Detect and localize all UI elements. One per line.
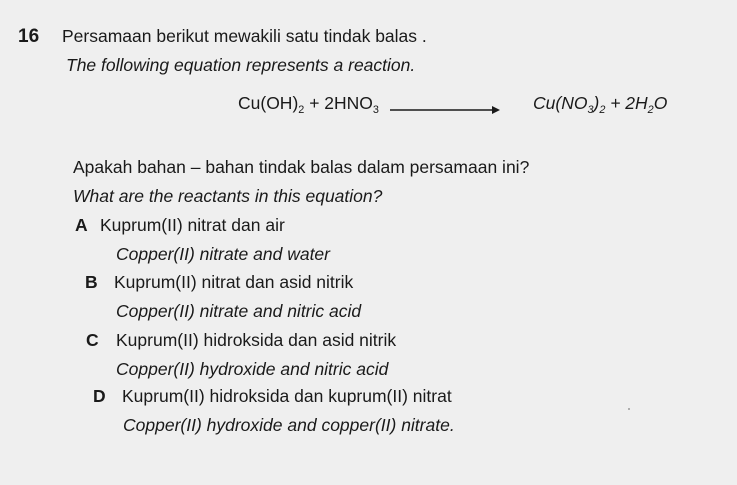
reactant-1-formula: Cu(OH) <box>238 93 299 113</box>
reaction-arrow-icon <box>390 105 500 115</box>
option-a-letter: A <box>75 215 88 235</box>
prompt-malay: Apakah bahan – bahan tindak balas dalam persamaan ini? <box>73 157 530 177</box>
product-2-formula: + 2H <box>610 93 648 113</box>
option-c-letter: C <box>86 330 99 350</box>
product-1-subscript-a: 3 <box>587 103 594 116</box>
option-d-malay: Kuprum(II) hidroksida dan kuprum(II) nitrat <box>122 386 452 406</box>
prompt-english: What are the reactants in this equation? <box>73 186 383 206</box>
equation-reactants <box>238 93 379 116</box>
reactant-1-subscript: 2 <box>298 103 305 116</box>
option-c-english: Copper(II) hydroxide and nitric acid <box>116 359 389 379</box>
option-b-letter: B <box>85 272 98 292</box>
equation-products <box>533 93 667 116</box>
product-1-subscript-b: 2 <box>599 103 606 116</box>
option-d-english: Copper(II) hydroxide and copper(II) nitrate. <box>123 415 455 435</box>
question-stem-malay: Persamaan berikut mewakili satu tindak balas . <box>62 26 427 46</box>
paper-speck <box>628 408 630 410</box>
product-1-formula: Cu(NO <box>533 93 588 113</box>
reactant-2-subscript: 3 <box>372 103 379 116</box>
option-a-malay: Kuprum(II) nitrat dan air <box>100 215 285 235</box>
option-d-letter: D <box>93 386 106 406</box>
product-2-subscript: 2 <box>647 103 654 116</box>
option-a-english: Copper(II) nitrate and water <box>116 244 330 264</box>
question-number: 16 <box>18 26 40 47</box>
product-1-paren: ) <box>593 93 600 113</box>
product-2-end: O <box>653 93 668 113</box>
option-b-malay: Kuprum(II) nitrat dan asid nitrik <box>114 272 354 292</box>
option-b-english: Copper(II) nitrate and nitric acid <box>116 301 362 321</box>
question-stem-english: The following equation represents a reaction. <box>66 55 416 75</box>
option-c-malay: Kuprum(II) hidroksida dan asid nitrik <box>116 330 397 350</box>
reactant-2-formula: + 2HNO <box>309 93 373 113</box>
